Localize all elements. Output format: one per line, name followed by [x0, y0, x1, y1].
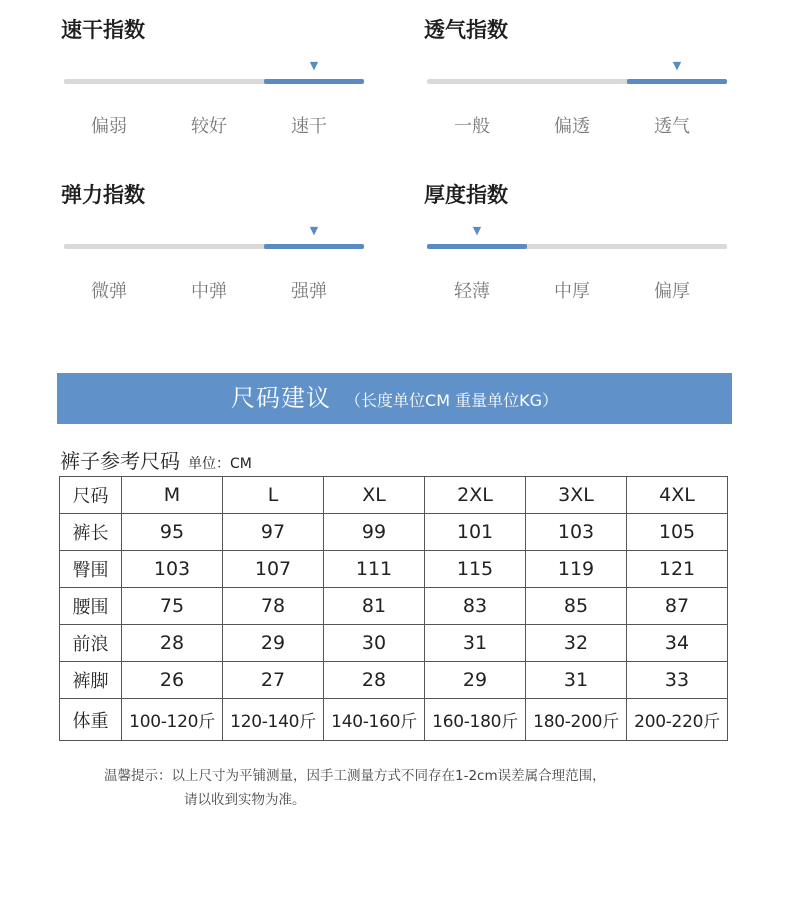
table-cell: 120-140斤 [223, 699, 324, 741]
table-header-cell: M [122, 477, 223, 514]
metric-fill [627, 79, 727, 84]
table-cell: 83 [425, 588, 526, 625]
table-cell: 33 [627, 662, 728, 699]
table-cell: 119 [526, 551, 627, 588]
table-cell: 81 [324, 588, 425, 625]
level-label: 中弹 [191, 281, 227, 302]
level-label: 微弹 [91, 281, 127, 302]
level-label: 中厚 [554, 281, 590, 302]
table-cell: 180-200斤 [526, 699, 627, 741]
table-cell: 103 [526, 514, 627, 551]
level-label: 轻薄 [454, 281, 490, 302]
table-cell: 31 [425, 625, 526, 662]
table-cell: 臀围 [60, 551, 122, 588]
metric-track [427, 244, 727, 249]
table-header-cell: 2XL [425, 477, 526, 514]
table-cell: 32 [526, 625, 627, 662]
table-cell: 200-220斤 [627, 699, 728, 741]
table-cell: 99 [324, 514, 425, 551]
metric-track [427, 79, 727, 84]
table-cell: 27 [223, 662, 324, 699]
table-row [60, 699, 728, 741]
table-row [60, 625, 728, 662]
table-cell: 105 [627, 514, 728, 551]
table-cell: 26 [122, 662, 223, 699]
table-cell: 75 [122, 588, 223, 625]
level-label: 一般 [454, 116, 490, 137]
metric-fill [264, 244, 364, 249]
metric-track [64, 79, 364, 84]
metric-title: 速干指数 [61, 18, 145, 42]
table-heading [60, 445, 252, 474]
table-title: 裤子参考尺码 [60, 449, 180, 473]
table-cell: 101 [425, 514, 526, 551]
table-cell: 103 [122, 551, 223, 588]
metric-title: 透气指数 [424, 18, 508, 42]
table-cell: 100-120斤 [122, 699, 223, 741]
table-cell: 97 [223, 514, 324, 551]
table-cell: 腰围 [60, 588, 122, 625]
metric-fill [427, 244, 527, 249]
marker-triangle-icon: ▼ [672, 59, 682, 72]
marker-triangle-icon: ▼ [309, 224, 319, 237]
note-line-2: 请以收到实物为准。 [184, 792, 306, 808]
table-header-row [60, 477, 728, 514]
table-cell: 34 [627, 625, 728, 662]
table-cell: 30 [324, 625, 425, 662]
metric-title: 弹力指数 [61, 183, 145, 207]
metric-title: 厚度指数 [424, 183, 508, 207]
level-label: 较好 [191, 116, 227, 137]
table-cell: 85 [526, 588, 627, 625]
table-header-cell: L [223, 477, 324, 514]
table-cell: 140-160斤 [324, 699, 425, 741]
note-line-1: 温馨提示：以上尺寸为平铺测量，因手工测量方式不同存在1-2cm误差属合理范围， [104, 768, 606, 784]
table-cell: 107 [223, 551, 324, 588]
metric-track [64, 244, 364, 249]
table-cell: 裤长 [60, 514, 122, 551]
table-cell: 115 [425, 551, 526, 588]
table-cell: 78 [223, 588, 324, 625]
banner-subtitle: （长度单位CM 重量单位KG） [345, 391, 558, 410]
level-label: 速干 [291, 116, 327, 137]
measurement-note [104, 764, 606, 812]
table-cell: 87 [627, 588, 728, 625]
level-label: 强弹 [291, 281, 327, 302]
level-label: 偏弱 [91, 116, 127, 137]
table-header-cell: 尺码 [60, 477, 122, 514]
banner-title: 尺码建议 [231, 384, 332, 412]
table-cell: 95 [122, 514, 223, 551]
marker-triangle-icon: ▼ [309, 59, 319, 72]
table-unit: 单位：CM [188, 456, 252, 472]
table-cell: 29 [425, 662, 526, 699]
table-header-cell: XL [324, 477, 425, 514]
size-advice-banner [57, 373, 732, 424]
table-cell: 121 [627, 551, 728, 588]
table-row [60, 662, 728, 699]
table-cell: 31 [526, 662, 627, 699]
table-row [60, 514, 728, 551]
metric-fill [264, 79, 364, 84]
table-cell: 28 [122, 625, 223, 662]
level-label: 透气 [654, 116, 690, 137]
table-cell: 28 [324, 662, 425, 699]
table-cell: 前浪 [60, 625, 122, 662]
table-cell: 111 [324, 551, 425, 588]
table-row [60, 551, 728, 588]
size-table [59, 476, 728, 741]
marker-triangle-icon: ▼ [472, 224, 482, 237]
table-cell: 裤脚 [60, 662, 122, 699]
table-cell: 体重 [60, 699, 122, 741]
table-header-cell: 3XL [526, 477, 627, 514]
table-cell: 29 [223, 625, 324, 662]
level-label: 偏厚 [654, 281, 690, 302]
table-cell: 160-180斤 [425, 699, 526, 741]
table-header-cell: 4XL [627, 477, 728, 514]
level-label: 偏透 [554, 116, 590, 137]
table-row [60, 588, 728, 625]
